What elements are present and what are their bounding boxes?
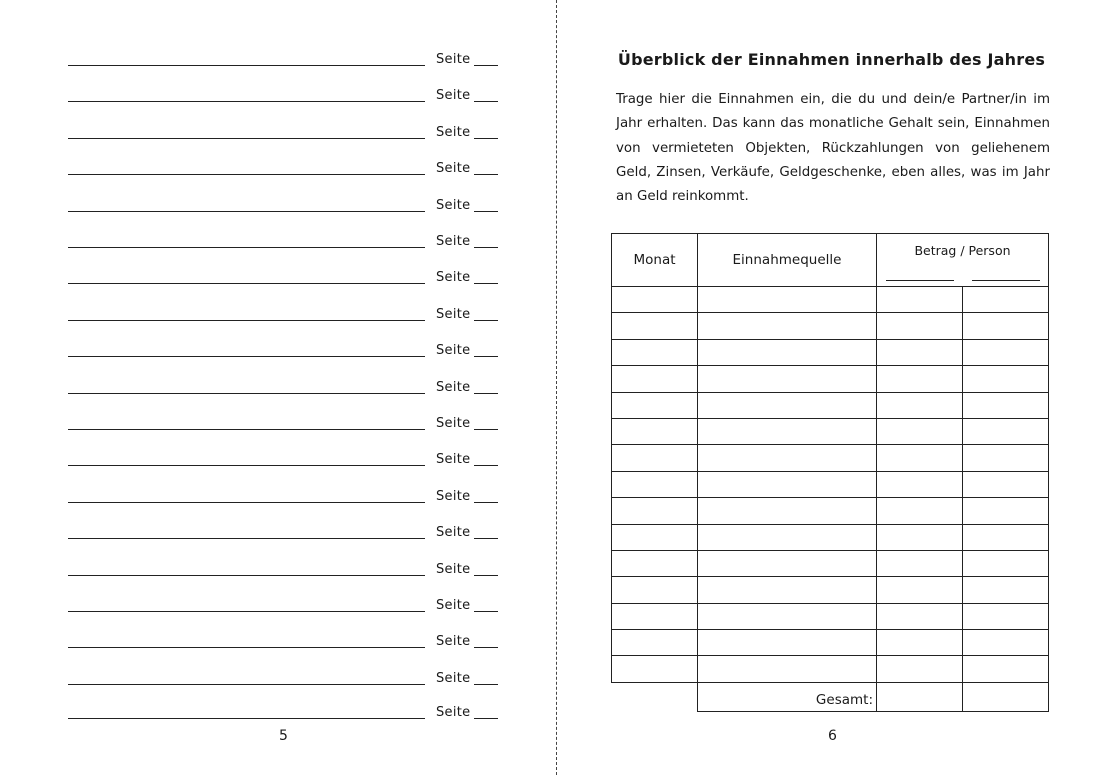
amount-person-2-cell[interactable] xyxy=(963,630,1049,656)
month-cell[interactable] xyxy=(612,339,698,365)
month-cell[interactable] xyxy=(612,287,698,313)
amount-person-2-cell[interactable] xyxy=(963,498,1049,524)
page-title: Überblick der Einnahmen innerhalb des Jahres xyxy=(617,50,1046,69)
amount-person-1-cell[interactable] xyxy=(877,313,963,339)
month-cell[interactable] xyxy=(612,392,698,418)
amount-person-2-cell[interactable] xyxy=(963,339,1049,365)
toc-title-blank[interactable] xyxy=(68,684,425,685)
total-row xyxy=(612,682,1049,711)
toc-page-label: Seite xyxy=(436,634,471,649)
toc-page-label: Seite xyxy=(436,88,471,103)
table-row xyxy=(612,313,1049,339)
toc-page-label: Seite xyxy=(436,671,471,686)
amount-person-2-cell[interactable] xyxy=(963,313,1049,339)
table-row xyxy=(612,339,1049,365)
toc-title-blank[interactable] xyxy=(68,101,425,102)
amount-person-1-cell[interactable] xyxy=(877,656,963,682)
source-cell[interactable] xyxy=(698,418,877,444)
amount-person-1-cell[interactable] xyxy=(877,339,963,365)
source-cell[interactable] xyxy=(698,524,877,550)
month-cell[interactable] xyxy=(612,418,698,444)
amount-person-2-cell[interactable] xyxy=(963,524,1049,550)
left-page xyxy=(0,0,557,775)
table-row xyxy=(612,577,1049,603)
month-cell[interactable] xyxy=(612,550,698,576)
toc-row xyxy=(68,119,498,139)
toc-page-label: Seite xyxy=(436,125,471,140)
toc-page-label: Seite xyxy=(436,562,471,577)
amount-person-1-cell[interactable] xyxy=(877,498,963,524)
toc-title-blank[interactable] xyxy=(68,647,425,648)
toc-page-number-blank[interactable] xyxy=(474,211,498,212)
toc-row xyxy=(68,82,498,102)
toc-row xyxy=(68,46,498,66)
toc-title-blank[interactable] xyxy=(68,211,425,212)
amount-person-1-cell[interactable] xyxy=(877,577,963,603)
toc-page-label: Seite xyxy=(436,380,471,395)
total-label-cell xyxy=(698,682,877,711)
source-cell[interactable] xyxy=(698,287,877,313)
toc-page-label: Seite xyxy=(436,525,471,540)
table-row xyxy=(612,418,1049,444)
toc-page-number-blank[interactable] xyxy=(474,684,498,685)
toc-row xyxy=(68,628,498,648)
source-cell[interactable] xyxy=(698,392,877,418)
toc-title-blank[interactable] xyxy=(68,718,425,719)
amount-person-1-cell[interactable] xyxy=(877,445,963,471)
toc-page-number-blank[interactable] xyxy=(474,247,498,248)
toc-page-label: Seite xyxy=(436,598,471,613)
toc-title-blank[interactable] xyxy=(68,283,425,284)
toc-row xyxy=(68,337,498,357)
total-person-2-cell[interactable] xyxy=(963,682,1049,711)
source-cell[interactable] xyxy=(698,445,877,471)
toc-title-blank[interactable] xyxy=(68,611,425,612)
toc-title-blank[interactable] xyxy=(68,429,425,430)
source-cell[interactable] xyxy=(698,630,877,656)
header-source: Einnahmequelle xyxy=(698,234,877,287)
toc-row xyxy=(68,410,498,430)
page-number-right: 6 xyxy=(828,728,837,744)
intro-text: Trage hier die Einnahmen ein, die du und dein/e Partner/in im Jahr erhalten. Das kann das monatliche Gehalt sein, Einnahmen von vermieteten Objekten, Rückzahlungen von geliehenem Geld, Zinsen, Verkäufe, Geldgeschenke, eben alles, was im Jahr an Geld reinkommt. xyxy=(616,92,1050,205)
table-row xyxy=(612,524,1049,550)
month-cell[interactable] xyxy=(612,313,698,339)
amount-person-2-cell[interactable] xyxy=(963,550,1049,576)
month-cell[interactable] xyxy=(612,498,698,524)
source-cell[interactable] xyxy=(698,313,877,339)
toc-page-label: Seite xyxy=(436,198,471,213)
source-cell[interactable] xyxy=(698,471,877,497)
toc-page-number-blank[interactable] xyxy=(474,502,498,503)
toc-page-label: Seite xyxy=(436,489,471,504)
toc-page-label: Seite xyxy=(436,270,471,285)
toc-page-number-blank[interactable] xyxy=(474,356,498,357)
amount-person-2-cell[interactable] xyxy=(963,366,1049,392)
toc-row xyxy=(68,301,498,321)
page-number-left: 5 xyxy=(279,728,288,744)
table-row xyxy=(612,603,1049,629)
month-cell[interactable] xyxy=(612,445,698,471)
amount-person-1-cell[interactable] xyxy=(877,287,963,313)
month-cell[interactable] xyxy=(612,471,698,497)
amount-person-label: Betrag / Person xyxy=(914,243,1011,258)
toc-row xyxy=(68,155,498,175)
toc-title-blank[interactable] xyxy=(68,538,425,539)
amount-person-2-cell[interactable] xyxy=(963,603,1049,629)
toc-title-blank[interactable] xyxy=(68,393,425,394)
toc-title-blank[interactable] xyxy=(68,502,425,503)
person-1-name-blank[interactable] xyxy=(886,280,954,281)
amount-person-1-cell[interactable] xyxy=(877,603,963,629)
month-cell[interactable] xyxy=(612,577,698,603)
income-table xyxy=(611,233,1049,712)
source-cell[interactable] xyxy=(698,366,877,392)
table-row xyxy=(612,287,1049,313)
toc-page-label: Seite xyxy=(436,343,471,358)
table-row xyxy=(612,550,1049,576)
toc-page-label: Seite xyxy=(436,416,471,431)
toc-page-label: Seite xyxy=(436,452,471,467)
toc-title-blank[interactable] xyxy=(68,575,425,576)
table-row xyxy=(612,656,1049,682)
toc-page-number-blank[interactable] xyxy=(474,283,498,284)
toc-page-label: Seite xyxy=(436,52,471,67)
toc-title-blank[interactable] xyxy=(68,247,425,248)
toc-title-blank[interactable] xyxy=(68,356,425,357)
amount-person-1-cell[interactable] xyxy=(877,366,963,392)
month-cell[interactable] xyxy=(612,656,698,682)
toc-title-blank[interactable] xyxy=(68,138,425,139)
toc-title-blank[interactable] xyxy=(68,465,425,466)
amount-person-2-cell[interactable] xyxy=(963,471,1049,497)
table-row xyxy=(612,366,1049,392)
month-cell[interactable] xyxy=(612,524,698,550)
table-row xyxy=(612,498,1049,524)
total-label: Gesamt: xyxy=(815,691,873,708)
toc-page-number-blank[interactable] xyxy=(474,393,498,394)
toc-page-number-blank[interactable] xyxy=(474,465,498,466)
right-page xyxy=(558,0,1115,775)
amount-person-2-cell[interactable] xyxy=(963,445,1049,471)
person-2-name-blank[interactable] xyxy=(972,280,1040,281)
toc-page-number-blank[interactable] xyxy=(474,575,498,576)
source-cell[interactable] xyxy=(698,656,877,682)
fold-line xyxy=(556,0,557,775)
table-row xyxy=(612,630,1049,656)
source-cell[interactable] xyxy=(698,550,877,576)
toc-page-label: Seite xyxy=(436,307,471,322)
toc-row xyxy=(68,228,498,248)
toc-page-number-blank[interactable] xyxy=(474,174,498,175)
month-cell[interactable] xyxy=(612,630,698,656)
toc-row xyxy=(68,483,498,503)
toc-page-label: Seite xyxy=(436,705,471,720)
source-cell[interactable] xyxy=(698,603,877,629)
toc-page-number-blank[interactable] xyxy=(474,65,498,66)
toc-title-blank[interactable] xyxy=(68,320,425,321)
toc-page-number-blank[interactable] xyxy=(474,320,498,321)
toc-row xyxy=(68,665,498,685)
source-cell[interactable] xyxy=(698,339,877,365)
source-cell[interactable] xyxy=(698,577,877,603)
amount-person-2-cell[interactable] xyxy=(963,392,1049,418)
toc-page-number-blank[interactable] xyxy=(474,138,498,139)
table-row xyxy=(612,471,1049,497)
source-cell[interactable] xyxy=(698,498,877,524)
toc-title-blank[interactable] xyxy=(68,174,425,175)
amount-person-2-cell[interactable] xyxy=(963,287,1049,313)
table-header-row xyxy=(612,234,1049,287)
toc-page-number-blank[interactable] xyxy=(474,611,498,612)
toc-page-number-blank[interactable] xyxy=(474,538,498,539)
header-month: Monat xyxy=(612,234,698,287)
toc-title-blank[interactable] xyxy=(68,65,425,66)
toc-row xyxy=(68,192,498,212)
toc-row xyxy=(68,446,498,466)
amount-person-1-cell[interactable] xyxy=(877,630,963,656)
total-person-1-cell[interactable] xyxy=(877,682,963,711)
amount-person-2-cell[interactable] xyxy=(963,418,1049,444)
month-cell[interactable] xyxy=(612,366,698,392)
toc-row xyxy=(68,519,498,539)
toc-row xyxy=(68,556,498,576)
amount-person-1-cell[interactable] xyxy=(877,471,963,497)
toc-page-label: Seite xyxy=(436,234,471,249)
table-row xyxy=(612,392,1049,418)
toc-row xyxy=(68,592,498,612)
amount-person-2-cell[interactable] xyxy=(963,577,1049,603)
toc-page-label: Seite xyxy=(436,161,471,176)
toc-page-number-blank[interactable] xyxy=(474,718,498,719)
toc-page-number-blank[interactable] xyxy=(474,647,498,648)
amount-person-1-cell[interactable] xyxy=(877,418,963,444)
toc-page-number-blank[interactable] xyxy=(474,429,498,430)
amount-person-1-cell[interactable] xyxy=(877,524,963,550)
amount-person-1-cell[interactable] xyxy=(877,550,963,576)
toc-row xyxy=(68,699,498,719)
toc-row xyxy=(68,264,498,284)
month-cell[interactable] xyxy=(612,603,698,629)
toc-row xyxy=(68,374,498,394)
toc-page-number-blank[interactable] xyxy=(474,101,498,102)
amount-person-2-cell[interactable] xyxy=(963,656,1049,682)
header-amount-per-person xyxy=(877,234,1049,287)
table-row xyxy=(612,445,1049,471)
empty-cell xyxy=(612,682,698,711)
amount-person-1-cell[interactable] xyxy=(877,392,963,418)
